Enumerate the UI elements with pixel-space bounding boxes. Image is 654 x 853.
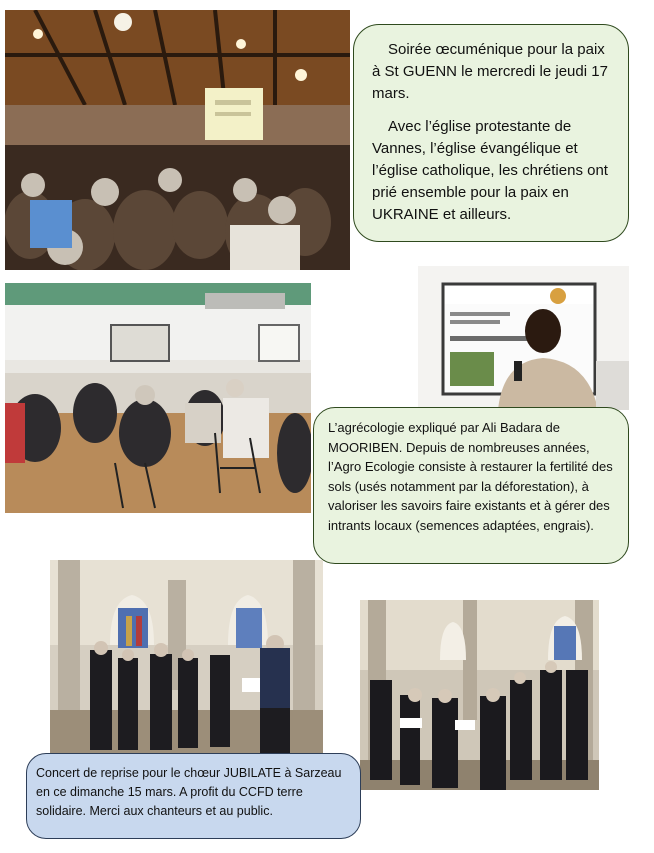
event-choir-paragraph: Concert de reprise pour le chœur JUBILATE à Sarzeau en ce dimanche 15 mars. A profit du CCFD terre solidaire. Merci aux chanteurs et au public. bbox=[36, 766, 342, 818]
event-ecumenical-evening-text bbox=[353, 24, 629, 242]
photo-choir-concert-right bbox=[360, 600, 599, 790]
photo-choir-concert-left bbox=[50, 560, 323, 760]
event-agroecology-paragraph: L’agrécologie expliqué par Ali Badara de MOORIBEN. Depuis de nombreuses années, l’Agro Ecologie consiste à restaurer la fertilité des sols (usés notamment par la déforestation), à valoriser les savoirs faire existants et à gérer des intrants locaux (semences adaptées, engrais). bbox=[328, 420, 613, 533]
photo-speaker-ali-badara bbox=[418, 266, 629, 410]
event-agroecology-text bbox=[313, 407, 629, 564]
photo-church-assembly bbox=[5, 10, 350, 270]
event-choir-concert-text bbox=[26, 753, 361, 839]
event-ecumenical-paragraph-2: Avec l’église protestante de Vannes, l’église évangélique et l’église catholique, les chrétiens ont prié ensemble pour la paix en UKRAINE et ailleurs. bbox=[372, 118, 608, 223]
event-ecumenical-paragraph-1: Soirée œcuménique pour la paix à St GUENN le mercredi le jeudi 17 mars. bbox=[372, 41, 608, 102]
photo-conference-room bbox=[5, 283, 311, 513]
